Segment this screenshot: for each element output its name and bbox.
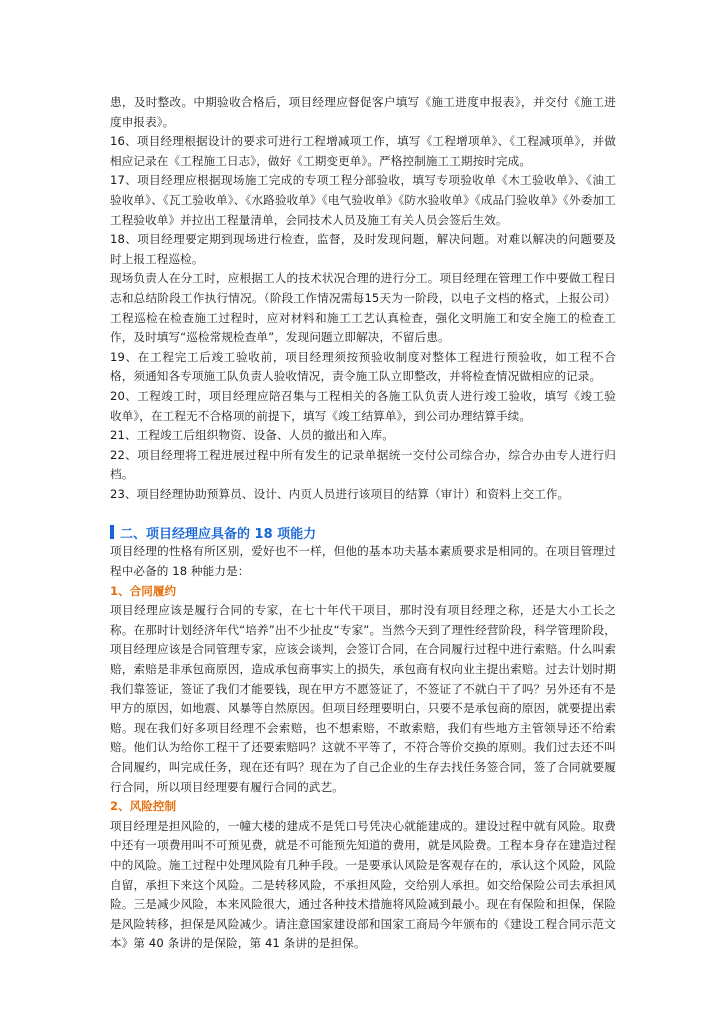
document-page	[110, 93, 616, 954]
paragraph-contract-performance: 项目经理应该是履行合同的专家，在七十年代干项目，那时没有项目经理之称，还是大小工长之称。在那时计划经济年代“培养”出不少扯皮“专家”。当然今天到了理性经营阶段，科学管理阶段，项目经理应该是合同管理专家，应该会谈判，会签订合同，在合同履行过程中进行索赔。什么叫索赔，索赔是非承包商原因，造成承包商事实上的损失，承包商有权向业主提出索赔。过去计划时期我们靠签证，签证了我们才能要钱，现在甲方不愿签证了，不签证了不就白干了吗？另外还有不是甲方的原因，如地震、风暴等自然原因。但项目经理要明白，只要不是承包商的原因，就要提出索赔。现在我们好多项目经理不会索赔，也不想索赔，不敢索赔，我们有些地方主管领导还不给索赔。他们认为给你工程干了还要索赔吗？这就不平等了，不符合等价交换的原则。我们过去还不叫合同履约，叫完成任务，现在还有吗？现在为了自己企业的生存去找任务签合同，签了合同就要履行合同，所以项目经理要有履行合同的武艺。	[110, 603, 616, 794]
section-title: 二、项目经理应具备的 18 项能力	[120, 526, 317, 542]
subheading-contract-performance: 1、合同履约	[110, 583, 177, 598]
heading-bar-marker	[110, 525, 114, 539]
paragraph-item-18: 18、项目经理要定期到现场进行检查，监督，及时发现问题，解决问题。对难以解决的问题要及时上报工程巡检。	[110, 232, 616, 266]
paragraph-item-19: 19、在工程完工后竣工验收前，项目经理须按预验收制度对整体工程进行预验收，如工程不合格，须通知各专项施工队负责人验收情况，责令施工队立即整改，并将检查情况做相应的记录。	[110, 349, 616, 384]
paragraph-item-22: 22、项目经理将工程进展过程中所有发生的记录单据统一交付公司综合办，综合办由专人进行归档。	[110, 447, 616, 482]
paragraph-item-17: 17、项目经理应根据现场施工完成的专项工程分部验收，填写专项验收单《木工验收单》、《油工验收单》、《瓦工验收单》、《水路验收单》《电气验收单》《防水验收单》《成品门验收单》《外委加工工程验收单》并拉出工程量清单，会同技术人员及施工有关人员会签后生效。	[110, 173, 616, 227]
subheading-risk-control: 2、风险控制	[110, 799, 177, 814]
paragraph-item-16: 16、项目经理根据设计的要求可进行工程增减项工作，填写《工程增项单》、《工程减项单》，并做相应记录在《工程施工日志》，做好《工期变更单》。严格控制施工工期按时完成。	[110, 134, 616, 168]
paragraph-progress-report: 患，及时整改。中期验收合格后，项目经理应督促客户填写《施工进度申报表》，并交付《施工进度申报表》。	[110, 95, 616, 129]
paragraph-item-21: 21、工程竣工后组织物资、设备、人员的撤出和入库。	[110, 428, 394, 443]
section-heading	[110, 522, 616, 542]
section-intro: 项目经理的性格有所区别，爱好也不一样，但他的基本功夫基本素质要求是相同的。在项目管理过程中必备的 18 种能力是：	[110, 544, 616, 579]
paragraph-risk-control: 项目经理是担风险的，一幢大楼的建成不是凭口号凭决心就能建成的。建设过程中就有风险。取费中还有一项费用叫不可预见费，就是不可能预先知道的费用，就是风险费。工程本身存在建造过程中的风险。施工过程中处理风险有几种手段。一是要承认风险是客观存在的，承认这个风险，风险自留，承担下来这个风险。二是转移风险，不承担风险，交给别人承担。如交给保险公司去承担风险。三是减少风险，本来风险很大，通过各种技术措施将风险减到最小。现在有保险和担保，保险是风险转移，担保是风险减少。请注意国家建设部和国家工商局今年颁布的《建设工程合同示范文本》第 40 条讲的是保险，第 41 条讲的是担保。	[110, 818, 616, 951]
paragraph-item-20: 20、工程竣工时，项目经理应陪召集与工程相关的各施工队负责人进行竣工验收，填写《竣工验收单》，在工程无不合格项的前提下，填写《竣工结算单》，到公司办理结算手续。	[110, 388, 616, 423]
paragraph-site-manager: 现场负责人在分工时，应根据工人的技术状况合理的进行分工。项目经理在管理工作中要做工程日志和总结阶段工作执行情况。（阶段工作情况需每15天为一阶段，以电子文档的格式，上报公司）工程巡检在检查施工过程时，应对材料和施工工艺认真检查，强化文明施工和安全施工的检查工作，及时填写“巡检常规检查单”，发现问题立即解决，不留后患。	[110, 271, 616, 345]
paragraph-item-23: 23、项目经理协助预算员、设计、内页人员进行该项目的结算（审计）和资料上交工作。	[110, 486, 570, 501]
